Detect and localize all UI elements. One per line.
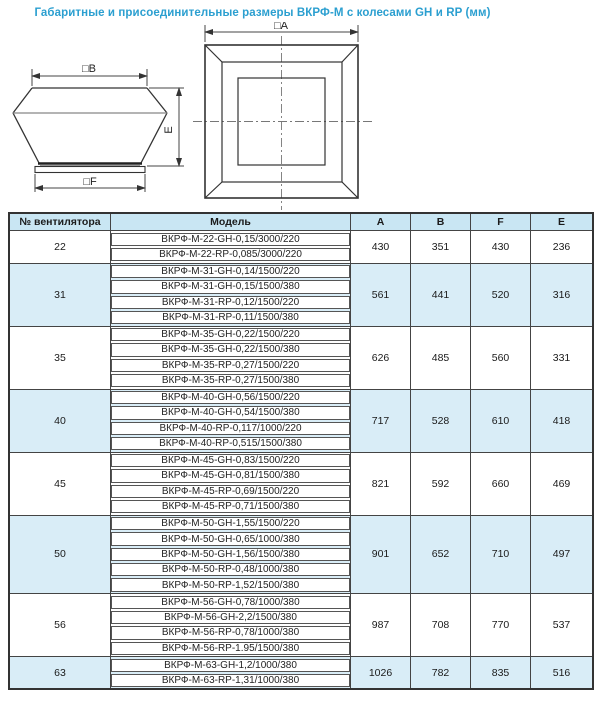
dimension-f-label: □F: [83, 176, 97, 188]
dim-a-cell: 987: [350, 594, 410, 656]
model-cell: ВКРФ-М-45-GH-0,83/1500/220: [111, 454, 350, 467]
model-list: [110, 327, 350, 389]
model-cell: ВКРФ-М-50-GH-1,55/1500/220: [111, 517, 350, 530]
model-list: [110, 594, 350, 656]
header-dim-f: F: [470, 214, 530, 230]
header-dim-b: B: [410, 214, 470, 230]
fan-body-outline: [13, 88, 167, 163]
fan-number-cell: 22: [54, 240, 66, 253]
dim-a-cell: 821: [350, 453, 410, 515]
dim-f-cell: 770: [470, 594, 530, 656]
model-list: [110, 516, 350, 594]
model-list: [110, 231, 350, 263]
dim-a-cell: 561: [350, 264, 410, 326]
model-cell: ВКРФ-М-40-RP-0,515/1500/380: [111, 437, 350, 450]
fan-group-row-45: [10, 452, 592, 515]
model-cell: ВКРФ-М-45-GH-0,81/1500/380: [111, 469, 350, 482]
dim-f-cell: 660: [470, 453, 530, 515]
model-cell: ВКРФ-М-22-RP-0,085/3000/220: [111, 248, 350, 261]
model-list: [110, 657, 350, 688]
model-cell: ВКРФ-М-35-RP-0,27/1500/220: [111, 359, 350, 372]
model-cell: ВКРФ-М-56-GH-2,2/1500/380: [111, 611, 350, 624]
dim-b-cell: 592: [410, 453, 470, 515]
dim-f-cell: 835: [470, 657, 530, 688]
table-body: [10, 231, 592, 688]
dim-e-cell: 537: [530, 594, 592, 656]
model-cell: ВКРФ-М-22-GH-0,15/3000/220: [111, 233, 350, 246]
dim-a-cell: 430: [350, 231, 410, 263]
dim-e-cell: 236: [530, 231, 592, 263]
dim-b-cell: 652: [410, 516, 470, 594]
model-cell: ВКРФ-М-56-RP-0,78/1000/380: [111, 626, 350, 639]
header-model: Модель: [110, 214, 350, 230]
fan-side-view-drawing: [3, 55, 198, 203]
model-cell: ВКРФ-М-63-GH-1,2/1000/380: [111, 659, 350, 672]
model-cell: ВКРФ-М-35-GH-0,22/1500/220: [111, 328, 350, 341]
dim-e-cell: 469: [530, 453, 592, 515]
header-fan-number: № вентилятора: [19, 216, 101, 228]
dimension-e-label: E: [163, 126, 175, 134]
model-cell: ВКРФ-М-45-RP-0,69/1500/220: [111, 485, 350, 498]
dim-b-cell: 528: [410, 390, 470, 452]
dim-e-cell: 516: [530, 657, 592, 688]
model-list: [110, 264, 350, 326]
dim-f-cell: 520: [470, 264, 530, 326]
fan-group-row-50: [10, 515, 592, 594]
page-title: Габаритные и присоединительные размеры ВКРФ-М с колесами GH и RP (мм): [34, 7, 491, 19]
dim-e-cell: 331: [530, 327, 592, 389]
fan-number-cell: 40: [54, 414, 66, 427]
dim-f-cell: 560: [470, 327, 530, 389]
model-cell: ВКРФ-М-56-GH-0,78/1000/380: [111, 596, 350, 609]
dim-b-cell: 782: [410, 657, 470, 688]
model-cell: ВКРФ-М-31-RP-0,12/1500/220: [111, 296, 350, 309]
fan-number-cell: 31: [54, 288, 66, 301]
model-cell: ВКРФ-М-45-RP-0,71/1500/380: [111, 500, 350, 513]
dim-b-cell: 441: [410, 264, 470, 326]
dimension-a-label: □A: [274, 22, 288, 32]
dim-b-cell: 708: [410, 594, 470, 656]
dim-b-cell: 485: [410, 327, 470, 389]
dimensions-table: [8, 212, 594, 690]
fan-top-view-drawing: [193, 22, 383, 214]
dim-f-cell: 430: [470, 231, 530, 263]
dim-a-cell: 901: [350, 516, 410, 594]
dim-b-cell: 351: [410, 231, 470, 263]
model-cell: ВКРФ-М-35-RP-0,27/1500/380: [111, 374, 350, 387]
dim-f-cell: 610: [470, 390, 530, 452]
fan-group-row-40: [10, 389, 592, 452]
fan-number-cell: 50: [54, 548, 66, 561]
table-header-row: [10, 214, 592, 231]
model-cell: ВКРФ-М-35-GH-0,22/1500/380: [111, 343, 350, 356]
model-cell: ВКРФ-М-31-RP-0,11/1500/380: [111, 311, 350, 324]
dim-f-cell: 710: [470, 516, 530, 594]
dimension-b-label: □B: [82, 63, 96, 75]
model-cell: ВКРФ-М-31-GH-0,15/1500/380: [111, 280, 350, 293]
dim-a-cell: 717: [350, 390, 410, 452]
fan-group-row-22: [10, 231, 592, 263]
fan-number-cell: 56: [54, 619, 66, 632]
fan-number-cell: 35: [54, 351, 66, 364]
model-list: [110, 453, 350, 515]
model-cell: ВКРФ-М-50-RP-0,48/1000/380: [111, 563, 350, 576]
fan-group-row-56: [10, 593, 592, 656]
fan-number-cell: 45: [54, 477, 66, 490]
model-cell: ВКРФ-М-31-GH-0,14/1500/220: [111, 265, 350, 278]
dim-a-cell: 1026: [350, 657, 410, 688]
fan-number-cell: 63: [54, 666, 66, 679]
model-cell: ВКРФ-М-40-GH-0,56/1500/220: [111, 391, 350, 404]
dim-a-cell: 626: [350, 327, 410, 389]
model-cell: ВКРФ-М-63-RP-1,31/1000/380: [111, 674, 350, 687]
model-cell: ВКРФ-М-56-RP-1.95/1500/380: [111, 642, 350, 655]
dim-e-cell: 497: [530, 516, 592, 594]
model-cell: ВКРФ-М-40-RP-0,117/1000/220: [111, 422, 350, 435]
fan-group-row-63: [10, 656, 592, 688]
header-dim-e: E: [530, 214, 592, 230]
model-cell: ВКРФ-М-50-RP-1,52/1500/380: [111, 578, 350, 591]
model-cell: ВКРФ-М-40-GH-0,54/1500/380: [111, 406, 350, 419]
dim-e-cell: 316: [530, 264, 592, 326]
fan-group-row-31: [10, 263, 592, 326]
dim-e-cell: 418: [530, 390, 592, 452]
fan-base-plate: [35, 167, 145, 173]
fan-group-row-35: [10, 326, 592, 389]
header-dim-a: A: [350, 214, 410, 230]
model-list: [110, 390, 350, 452]
model-cell: ВКРФ-М-50-GH-1,56/1500/380: [111, 548, 350, 561]
model-cell: ВКРФ-М-50-GH-0,65/1000/380: [111, 532, 350, 545]
